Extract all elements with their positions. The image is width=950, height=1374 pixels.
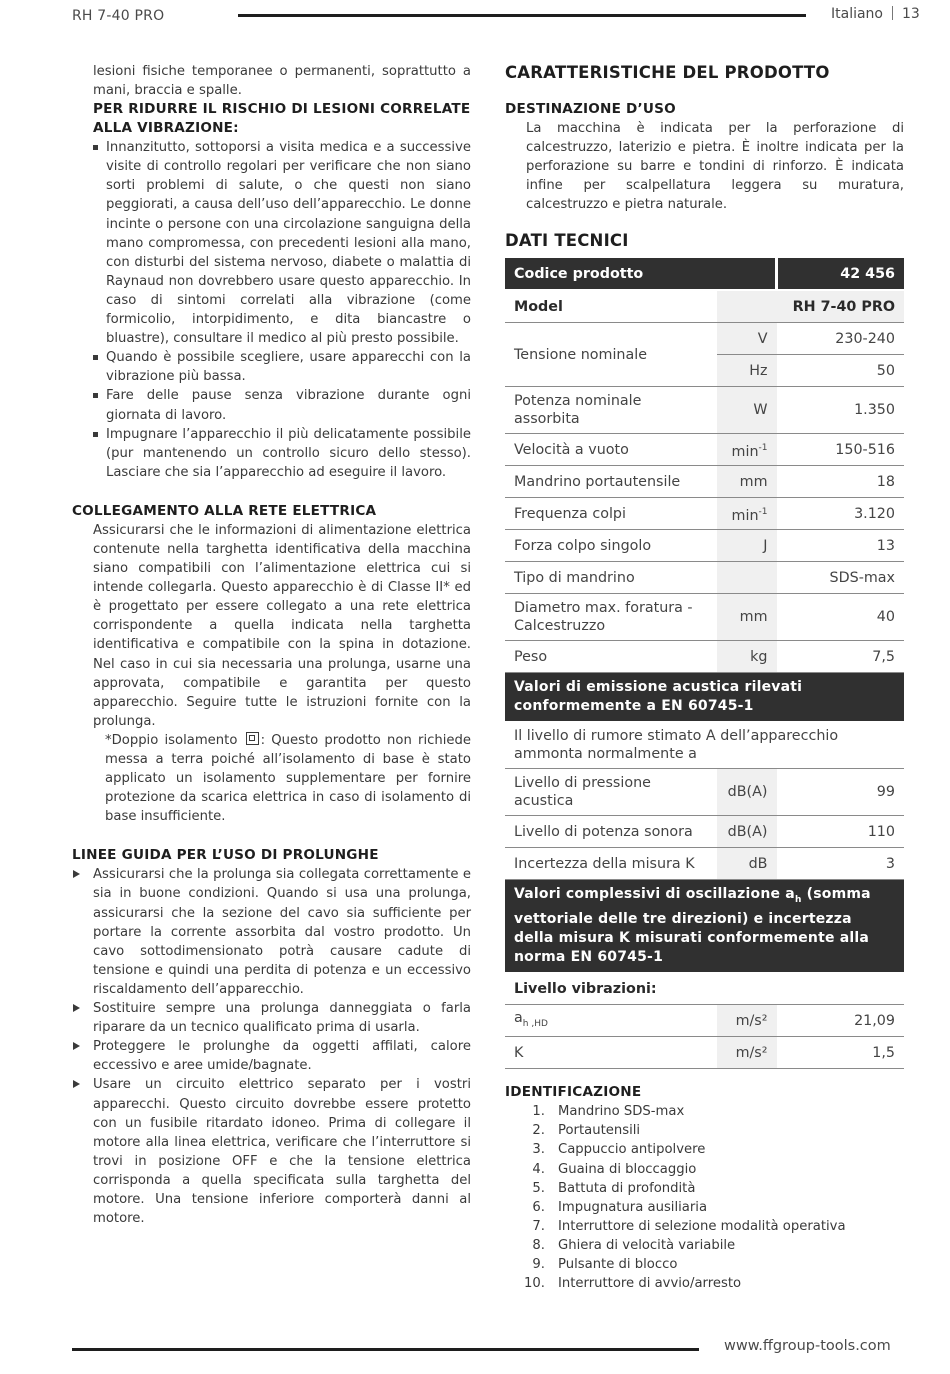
footer-rule (72, 1348, 699, 1351)
uncert-value: 3 (777, 848, 905, 880)
chuck-unit: mm (717, 466, 777, 498)
weight-unit: kg (717, 641, 777, 673)
list-item: 2. Portautensili (532, 1123, 641, 1139)
voltage-label: Tensione nominale (505, 323, 717, 387)
header-separator (892, 6, 893, 20)
footer-url[interactable]: www.ffgroup-tools.com (724, 1338, 891, 1354)
tech-data-table (505, 258, 904, 1069)
electric-heading: COLLEGAMENTO ALLA RETE ELETTRICA (72, 502, 377, 519)
noise-intro: Il livello di rumore stimato A dell’apparecchio ammonta normalmente a (505, 722, 904, 769)
table-row-sound-power (505, 816, 904, 848)
k-unit: m/s² (717, 1037, 777, 1069)
energy-unit: J (717, 530, 777, 562)
power-unit: W (717, 387, 777, 434)
header-language-page (831, 6, 920, 22)
soundpower-unit: dB(A) (717, 816, 777, 848)
uncert-label: Incertezza della misura K (505, 848, 717, 880)
table-row-weight (505, 641, 904, 673)
extension-bullet: Sostituire sempre una prolunga danneggiata o farla riparare da un tecnico qualificato prima di usarla. (72, 999, 471, 1037)
model-label: Model (505, 290, 717, 323)
tech-heading: DATI TECNICI (505, 231, 629, 251)
chuck-value: 18 (777, 466, 905, 498)
ahd-label: $a_{h ,HD}$ (505, 1005, 717, 1037)
ahd-unit: m/s² (717, 1005, 777, 1037)
table-row-model (505, 290, 904, 323)
square-bullet-icon (93, 145, 98, 150)
table-row-voltage (505, 323, 904, 355)
code-value: 42 456 (777, 258, 905, 290)
ident-heading: IDENTIFICAZIONE (505, 1084, 642, 1101)
pressure-label: Livello di pressione acustica (505, 769, 717, 816)
weight-label: Peso (505, 641, 717, 673)
uncert-unit: dB (717, 848, 777, 880)
triangle-bullet-icon (73, 1042, 80, 1050)
intended-use-heading: DESTINAZIONE D’USO (505, 101, 676, 117)
page-number: 13 (902, 6, 920, 22)
intended-use-text: La macchina è indicata per la perforazione di calcestruzzo, laterizio e pietra. È inoltre indicata per la perforazione su barre e tondini di rinforzo. È indicata infine per scalpellatura leggera su muratura, calcestruzzo e pietra naturale. (526, 121, 904, 213)
header-rule (238, 14, 806, 17)
freq-unit: Hz (717, 355, 777, 387)
square-bullet-icon (93, 432, 98, 437)
diameter-label: Diametro max. foratura -Calcestruzzo (505, 594, 717, 641)
impact-unit: $\min^{-1}$ (717, 498, 777, 530)
k-value: 1,5 (777, 1037, 905, 1069)
extension-bullet: Assicurarsi che la prolunga sia collegata correttamente e sia in buone condizioni. Quando si usa una prolunga, assicurarsi che la sezione del cavo sia sufficiente per portare la corrente assorbita dal vostro prodotto. Un cavo sottodimensionato potrà causare cadute di tensione e quindi una perdita di potenza e un eccessivo riscaldamento dell’apparecchio. (72, 865, 471, 999)
double-insulation-icon (246, 732, 259, 745)
table-row-uncertainty (505, 848, 904, 880)
freq-value: 50 (777, 355, 905, 387)
triangle-bullet-icon (73, 870, 80, 878)
voltage-unit: V (717, 323, 777, 355)
diameter-unit: mm (717, 594, 777, 641)
table-row-vibration-level (505, 973, 904, 1005)
impact-value: 3.120 (777, 498, 905, 530)
ident-list (505, 1102, 904, 1293)
list-item: 9. Pulsante di blocco (532, 1257, 678, 1273)
code-label: Codice prodotto (505, 258, 777, 290)
table-row-chuck (505, 466, 904, 498)
list-item: 1. Mandrino SDS-max (532, 1104, 685, 1120)
weight-value: 7,5 (777, 641, 905, 673)
table-row-diameter (505, 594, 904, 641)
triangle-bullet-icon (73, 1004, 80, 1012)
chucktype-value: SDS-max (777, 562, 905, 594)
soundpower-value: 110 (777, 816, 905, 848)
square-bullet-icon (93, 355, 98, 360)
vibration-band: Valori complessivi di oscillazione $a_h$ (somma vettoriale delle tre direzioni) e incertezza della misura K misurati conformemente alla norma EN 60745-1 (505, 880, 904, 973)
table-row-power (505, 387, 904, 434)
table-row-chuck-type (505, 562, 904, 594)
power-value: 1.350 (777, 387, 905, 434)
diameter-value: 40 (777, 594, 905, 641)
right-column (505, 62, 904, 1293)
extension-heading: LINEE GUIDA PER L’USO DI PROLUNGHE (72, 847, 379, 864)
table-band-noise (505, 673, 904, 722)
table-row-noise-intro (505, 722, 904, 769)
left-column (72, 62, 471, 1228)
table-row-speed (505, 434, 904, 466)
list-item: 6. Impugnatura ausiliaria (532, 1199, 708, 1215)
speed-unit: $\min^{-1}$ (717, 434, 777, 466)
impact-label: Frequenza colpi (505, 498, 717, 530)
table-band-vibration (505, 880, 904, 973)
ahd-value: 21,09 (777, 1005, 905, 1037)
soundpower-label: Livello di potenza sonora (505, 816, 717, 848)
list-item: 10. Interruttore di avvio/arresto (524, 1276, 742, 1292)
list-item: 5. Battuta di profondità (532, 1180, 696, 1196)
noise-band: Valori di emissione acustica rilevati conformemente a EN 60745-1 (505, 673, 904, 722)
energy-value: 13 (777, 530, 905, 562)
speed-value: 150-516 (777, 434, 905, 466)
table-row-impact (505, 498, 904, 530)
model-value: RH 7-40 PRO (777, 290, 905, 323)
list-item: 4. Guaina di bloccaggio (532, 1161, 697, 1177)
table-row-energy (505, 530, 904, 562)
list-item: 7. Interruttore di selezione modalità operativa (532, 1218, 846, 1234)
pressure-value: 99 (777, 769, 905, 816)
vibration-bullet: Quando è possibile scegliere, usare apparecchi con la vibrazione più bassa. (72, 348, 471, 386)
table-row-ahd (505, 1005, 904, 1037)
vibration-heading: PER RIDURRE IL RISCHIO DI LESIONI CORRELATE ALLA VIBRAZIONE: (93, 101, 471, 137)
features-heading: CARATTERISTICHE DEL PRODOTTO (505, 63, 830, 82)
square-bullet-icon (93, 393, 98, 398)
electric-text: Assicurarsi che le informazioni di alimentazione elettrica contenute nella targhetta identificativa della macchina siano compatibili con l’alimentazione elettrica cui si intende collegarla. Questo apparecchio è di Classe II* ed è progettato per essere collegato a una rete elettrica corrispondente a quella indicata nella targhetta identificativa e compatibile con la spina in dotazione. Nel caso in cui sia necessaria una prolunga, usarne una approvata, compatibile e garantita per questo apparecchio. Seguire tutte le istruzioni fornite con la prolunga. (93, 522, 471, 729)
intro-text: lesioni fisiche temporanee o permanenti, soprattutto a mani, braccia e spalle. (93, 64, 471, 99)
table-row-k (505, 1037, 904, 1069)
triangle-bullet-icon (73, 1080, 80, 1088)
speed-label: Velocità a vuoto (505, 434, 717, 466)
list-item: 3. Cappuccio antipolvere (532, 1142, 706, 1158)
vibration-bullet: Fare delle pause senza vibrazione durante ogni giornata di lavoro. (72, 386, 471, 424)
extension-bullet: Usare un circuito elettrico separato per i vostri apparecchi. Questo circuito dovrebbe essere protetto con un fusibile ritardato idoneo. Prima di collegare il motore alla linea elettrica, verificare che l’interruttore si trovi in posizione OFF e che la tensione elettrica corrisponda a quella specificata sulla targhetta del motore. Una tensione inferiore comporterà danni al motore. (72, 1075, 471, 1228)
power-label: Potenza nominale assorbita (505, 387, 717, 434)
header-model: RH 7-40 PRO (72, 8, 165, 24)
list-item: 8. Ghiera di velocità variabile (532, 1237, 736, 1253)
pressure-unit: dB(A) (717, 769, 777, 816)
double-insulation-footnote: *Doppio isolamento : Questo prodotto non richiede messa a terra poiché all’isolamento di base è stato applicato un isolamento supplementare per fornire protezione da scarica elettrica in caso di isolamento di base insufficiente. (105, 732, 471, 825)
extension-bullet: Proteggere le prolunghe da oggetti affilati, calore eccessivo e aree umide/bagnate. (72, 1037, 471, 1075)
table-row-code (505, 258, 904, 290)
chuck-label: Mandrino portautensile (505, 466, 717, 498)
energy-label: Forza colpo singolo (505, 530, 717, 562)
vibration-bullet: Innanzitutto, sottoporsi a visita medica e a successive visite di controllo regolari per verificare che non siano sorti problemi di salute, o che questi non siano peggiorati, a causa dell’uso dell’apparecchio. Le donne incinte o persone con una circolazione sanguigna della mano compromessa, con precedenti lesioni alla mano, con disturbi del sistema nervoso, diabete o malattia di Raynaud non dovrebbero usare questo apparecchio. In caso di sintomi correlati alla vibrazione (come formicolio, intorpidimento, e dita biancastre o bluastre), consultare il medico al più presto possibile. (72, 138, 471, 348)
chucktype-label: Tipo di mandrino (505, 562, 717, 594)
voltage-value: 230-240 (777, 323, 905, 355)
vibration-bullet: Impugnare l’apparecchio il più delicatamente possibile (pur mantenendo un controllo sicuro dello stesso). Lasciare che sia l’apparecchio ad eseguire il lavoro. (72, 425, 471, 482)
header-language: Italiano (831, 6, 883, 22)
k-label: K (505, 1037, 717, 1069)
vib-level-label: Livello vibrazioni: (505, 973, 904, 1005)
table-row-pressure (505, 769, 904, 816)
